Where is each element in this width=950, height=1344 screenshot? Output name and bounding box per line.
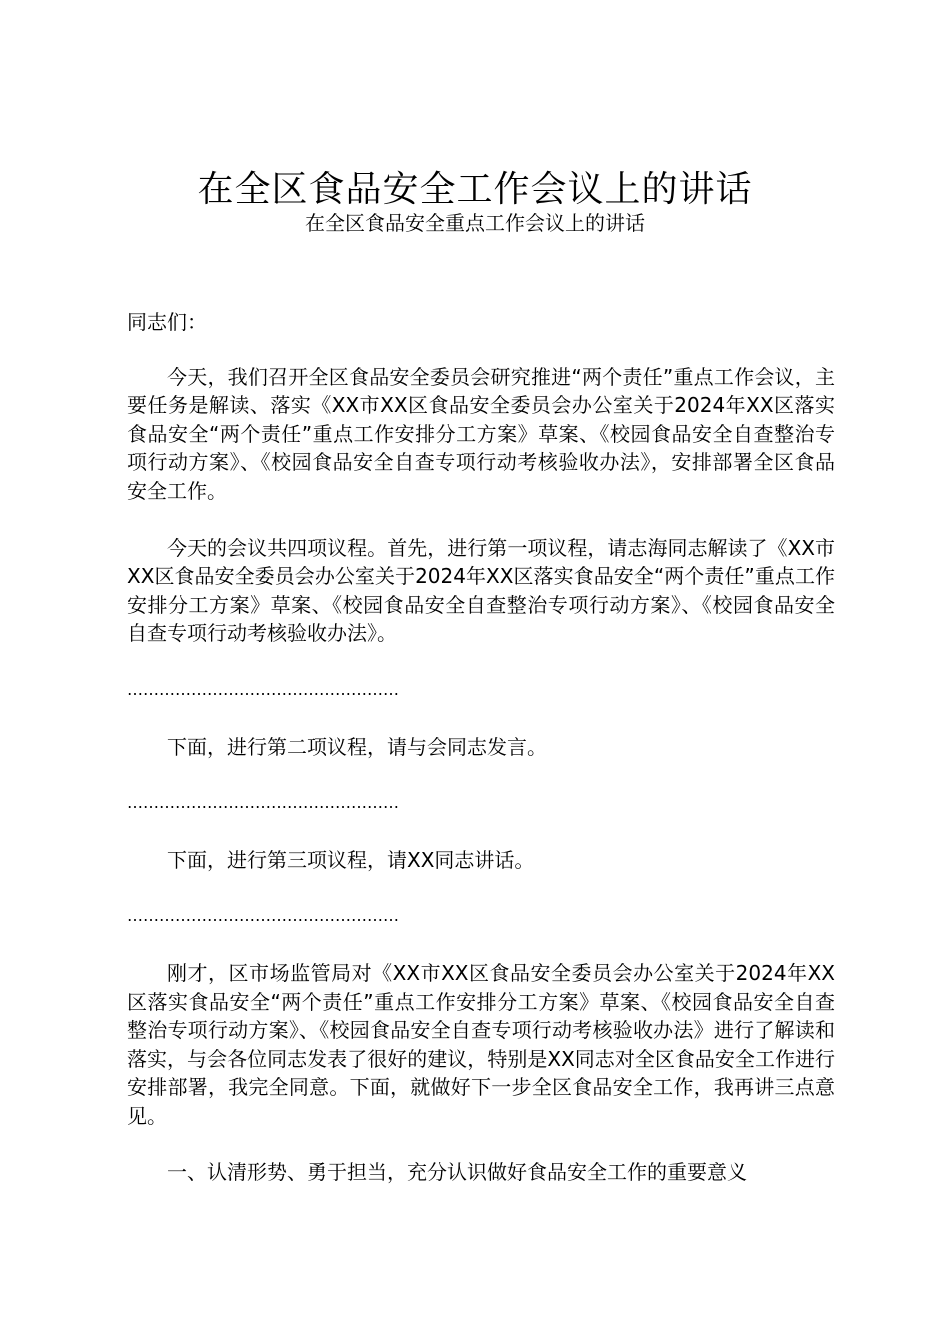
paragraph-opening: 今天，我们召开全区食品安全委员会研究推进“两个责任”重点工作会议，主要任务是解读、落实《XX市XX区食品安全委员会办公室关于2024年XX区落实食品安全“两个责任”重点工作安排分工方案》草案、《校园食品安全自查整治专项行动方案》、《校园食品安全自查专项行动考核验收办法》，安排部署全区食品安全工作。 bbox=[127, 364, 835, 503]
ellipsis-separator: …………………………………………… bbox=[127, 906, 399, 926]
paragraph-third-item: 下面，进行第三项议程，请XX同志讲话。 bbox=[167, 847, 535, 872]
paragraph-second-item: 下面，进行第二项议程，请与会同志发言。 bbox=[167, 734, 547, 759]
ellipsis-separator: …………………………………………… bbox=[127, 679, 399, 699]
paragraph-agenda: 今天的会议共四项议程。首先，进行第一项议程，请志海同志解读了《XX市XX区食品安全委员会办公室关于2024年XX区落实食品安全“两个责任”重点工作安排分工方案》草案、《校园食品安全自查整治专项行动方案》、《校园食品安全自查专项行动考核验收办法》。 bbox=[127, 535, 835, 646]
ellipsis-separator: …………………………………………… bbox=[127, 793, 399, 813]
document-subtitle: 在全区食品安全重点工作会议上的讲话 bbox=[305, 211, 645, 235]
document-title: 在全区食品安全工作会议上的讲话 bbox=[197, 169, 753, 210]
section-heading-one: 一、认清形势、勇于担当，充分认识做好食品安全工作的重要意义 bbox=[167, 1160, 747, 1185]
paragraph-summary: 刚才，区市场监管局对《XX市XX区食品安全委员会办公室关于2024年XX区落实食品安全“两个责任”重点工作安排分工方案》草案、《校园食品安全自查整治专项行动方案》、《校园食品安全自查专项行动考核验收办法》进行了解读和落实，与会各位同志发表了很好的建议，特别是XX同志对全区食品安全工作进行安排部署，我完全同意。下面，就做好下一步全区食品安全工作，我再讲三点意见。 bbox=[127, 960, 835, 1128]
document-body bbox=[127, 308, 835, 1187]
salutation: 同志们： bbox=[127, 310, 207, 334]
